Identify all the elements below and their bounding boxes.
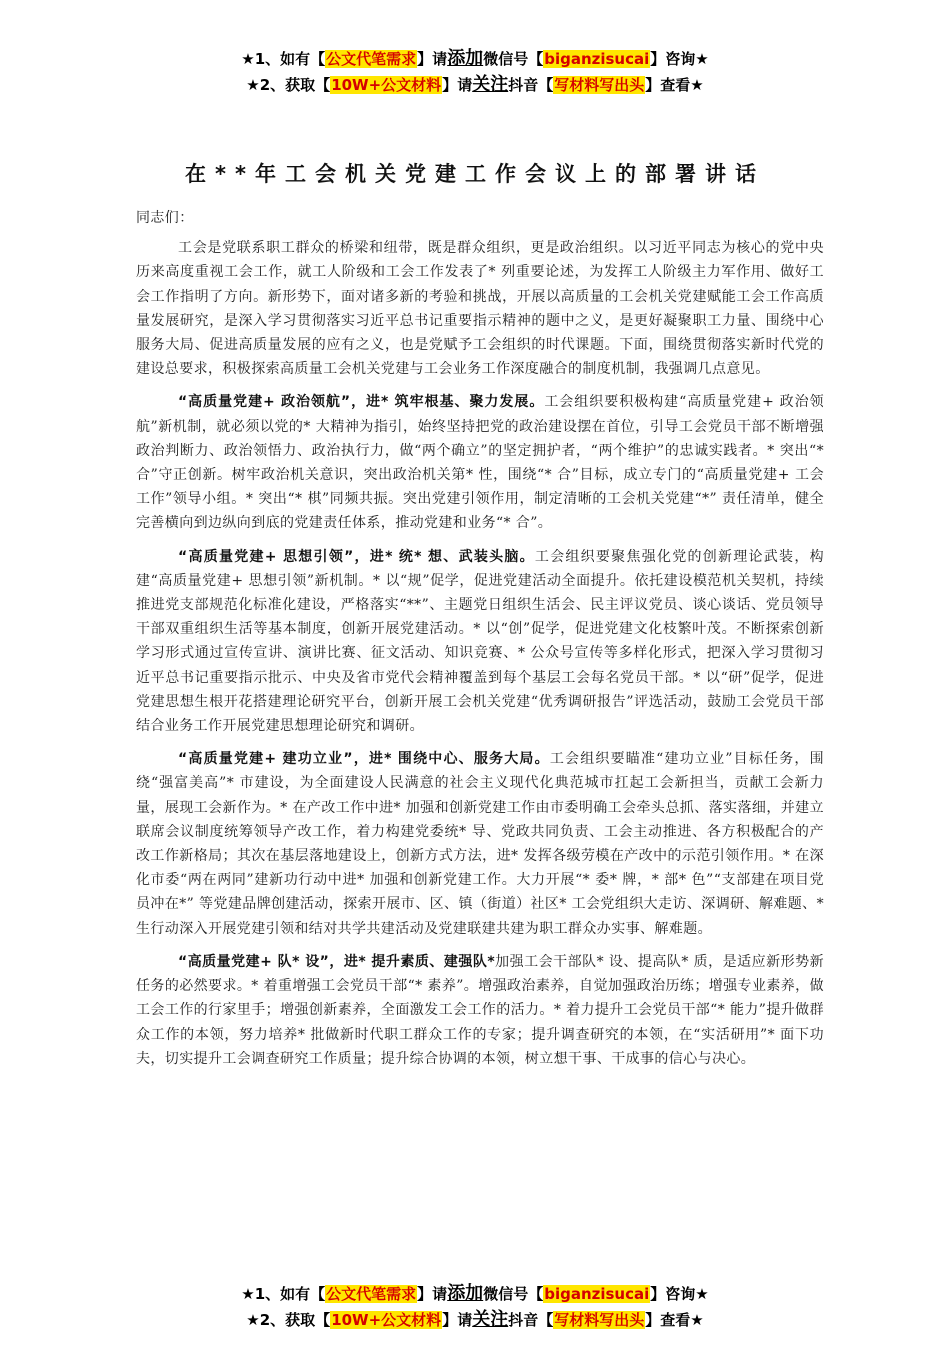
- promo-text: 微信号【: [483, 1285, 544, 1303]
- douyin-id-highlight: 写材料写出头: [554, 76, 645, 94]
- section-body: 工会组织要积极构建“高质量党建+ 政治领航”新机制，就必须以党的* 大精神为指引，始终坚持把党的政治建设摆在首位，引导工会党员干部不断增强政治判断力、政治领悟力、政治执行力，做“两个确立”的坚定拥护者，“两个维护”的忠诚实践者。* 突出“* 合”守正创新。树牢政治机关意识，突出政治机关第* 性，围绕“* 合”目标，成立专门的“高质量党建+ 工会工作”领导小组。* 突出“* 棋”同频共振。突出党建引领作用，制定清晰的工会机关党建“*” 责任清单，健全完善横向到边纵向到底的党建责任体系，推动党建和业务“* 合”。: [136, 394, 824, 532]
- promo-text: 微信号【: [483, 50, 544, 68]
- promo-line-2: [0, 1307, 950, 1333]
- section-body: 加强工会干部队* 设、提高队* 质，是适应新形势新任务的必然要求。* 着重增强工会党员干部“* 素养”。增强政治素养，自觉加强政治历练；增强专业素养，做工会工作的行家里手；增强创新素养，全面激发工会工作的活力。* 着力提升工会党员干部“* 能力”提升做群众工作的本领，努力培养* 批做新时代职工群众工作的专家；提升调查研究的本领，在“实活研用”* 面下功夫，切实提升工会调查研究工作质量；提升综合协调的本领，树立想干事、干成事的信心与决心。: [136, 953, 824, 1067]
- wechat-id-highlight: biganzisucai: [544, 50, 650, 68]
- promo-text: 】请: [417, 50, 448, 68]
- promo-highlight: 公文代笔需求: [326, 50, 417, 68]
- section-heading: “高质量党建+ 政治领航”，进* 筑牢根基、聚力发展。: [178, 394, 545, 411]
- section-paragraph: [136, 950, 824, 1071]
- promo-highlight: 公文代笔需求: [326, 1285, 417, 1303]
- promo-text: 】查看★: [645, 76, 704, 94]
- promo-text: ★2、获取【: [246, 76, 331, 94]
- promo-highlight: 10W+公文材料: [331, 76, 442, 94]
- section-heading: “高质量党建+ 建功立业”，进* 围绕中心、服务大局。: [178, 751, 550, 768]
- promo-text: 】咨询★: [650, 1285, 709, 1303]
- promo-line-1: [0, 46, 950, 72]
- promo-line-1: [0, 1281, 950, 1307]
- document-body: [136, 206, 824, 1080]
- promo-text: ★2、获取【: [246, 1311, 331, 1329]
- bottom-promo-banner: [0, 1281, 950, 1333]
- promo-text: ★1、如有【: [241, 50, 326, 68]
- promo-text: 】请: [417, 1285, 448, 1303]
- promo-text: 抖音【: [508, 1311, 554, 1329]
- promo-emphasis: 关注: [472, 1309, 509, 1330]
- section-paragraph: [136, 747, 824, 941]
- promo-line-2: [0, 72, 950, 98]
- wechat-id-highlight: biganzisucai: [544, 1285, 650, 1303]
- promo-text: 抖音【: [508, 76, 554, 94]
- intro-paragraph: 工会是党联系职工群众的桥梁和纽带，既是群众组织，更是政治组织。以习近平同志为核心的党中央历来高度重视工会工作，就工人阶级和工会工作发表了* 列重要论述，为发挥工人阶级主力军作用、做好工会工作指明了方向。新形势下，面对诸多新的考验和挑战，开展以高质量的工会机关党建赋能工会工作高质量发展研究，是深入学习贯彻落实习近平总书记重要指示精神的题中之义，是更好凝聚职工力量、围绕中心服务大局、促进高质量发展的应有之义，也是党赋予工会组织的时代课题。下面，围绕贯彻落实新时代党的建设总要求，积极探索高质量工会机关党建与工会业务工作深度融合的制度机制，我强调几点意见。: [136, 240, 824, 378]
- section-heading: “高质量党建+ 思想引领”，进* 统* 想、武装头脑。: [178, 548, 535, 565]
- section-paragraph: [136, 545, 824, 739]
- promo-emphasis: 关注: [472, 74, 509, 95]
- section-body: 工会组织要瞄准“建功立业”目标任务，围绕“强富美高”* 市建设，为全面建设人民满意的社会主义现代化典范城市扛起工会新担当，贡献工会新力量，展现工会新作为。* 在产改工作中进* 加强和创新党建工作由市委明确工会牵头总抓、落实落细，并建立联席会议制度统筹领导产改工作，着力构建党委统* 导、党政共同负责、工会主动推进、各方积极配合的产改工作新格局；其次在基层落地建设上，创新方式方法，进* 发挥各级劳模在产改中的示范引领作用。* 在深化市委“两在两同”建新功行动中进* 加强和创新党建工作。大力开展“* 委* 牌，* 部* 色”“支部建在项目党员冲在*” 等党建品牌创建活动，探索开展市、区、镇（街道）社区* 工会党组织大走访、深调研、解难题、* 生行动深入开展党建引领和结对共学共建活动及党建联建共建为职工群众办实事、解难题。: [136, 751, 824, 937]
- promo-text: 】请: [442, 76, 473, 94]
- promo-emphasis: 添加: [447, 48, 484, 69]
- promo-text: ★1、如有【: [241, 1285, 326, 1303]
- promo-text: 】咨询★: [650, 50, 709, 68]
- promo-text: 】请: [442, 1311, 473, 1329]
- promo-text: 】查看★: [645, 1311, 704, 1329]
- document-title: 在**年工会机关党建工作会议上的部署讲话: [185, 162, 765, 186]
- section-paragraph: [136, 390, 824, 535]
- promo-emphasis: 添加: [447, 1283, 484, 1304]
- douyin-id-highlight: 写材料写出头: [554, 1311, 645, 1329]
- greeting: 同志们：: [136, 210, 194, 226]
- section-body: 工会组织要聚焦强化党的创新理论武装，构建“高质量党建+ 思想引领”新机制。* 以“规”促学，促进党建活动全面提升。依托建设模范机关契机，持续推进党支部规范化标准化建设，严格落实“**”、主题党日组织生活会、民主评议党员、谈心谈话、党员领导干部双重组织生活等基本制度，创新开展党建活动。* 以“创”促学，促进党建文化枝繁叶茂。不断探索创新学习形式通过宣传宣讲、演讲比赛、征文活动、知识竞赛、* 公众号宣传等多样化形式，把深入学习贯彻习近平总书记重要指示批示、中央及省市党代会精神覆盖到每个基层工会每名党员干部。* 以“研”促学，促进党建思想生根开花搭建理论研究平台，创新开展工会机关党建“优秀调研报告”评选活动，鼓励工会党员干部结合业务工作开展党建思想理论研究和调研。: [136, 548, 824, 735]
- top-promo-banner: [0, 46, 950, 98]
- promo-highlight: 10W+公文材料: [331, 1311, 442, 1329]
- section-heading: “高质量党建+ 队* 设”，进* 提升素质、建强队*: [178, 953, 496, 970]
